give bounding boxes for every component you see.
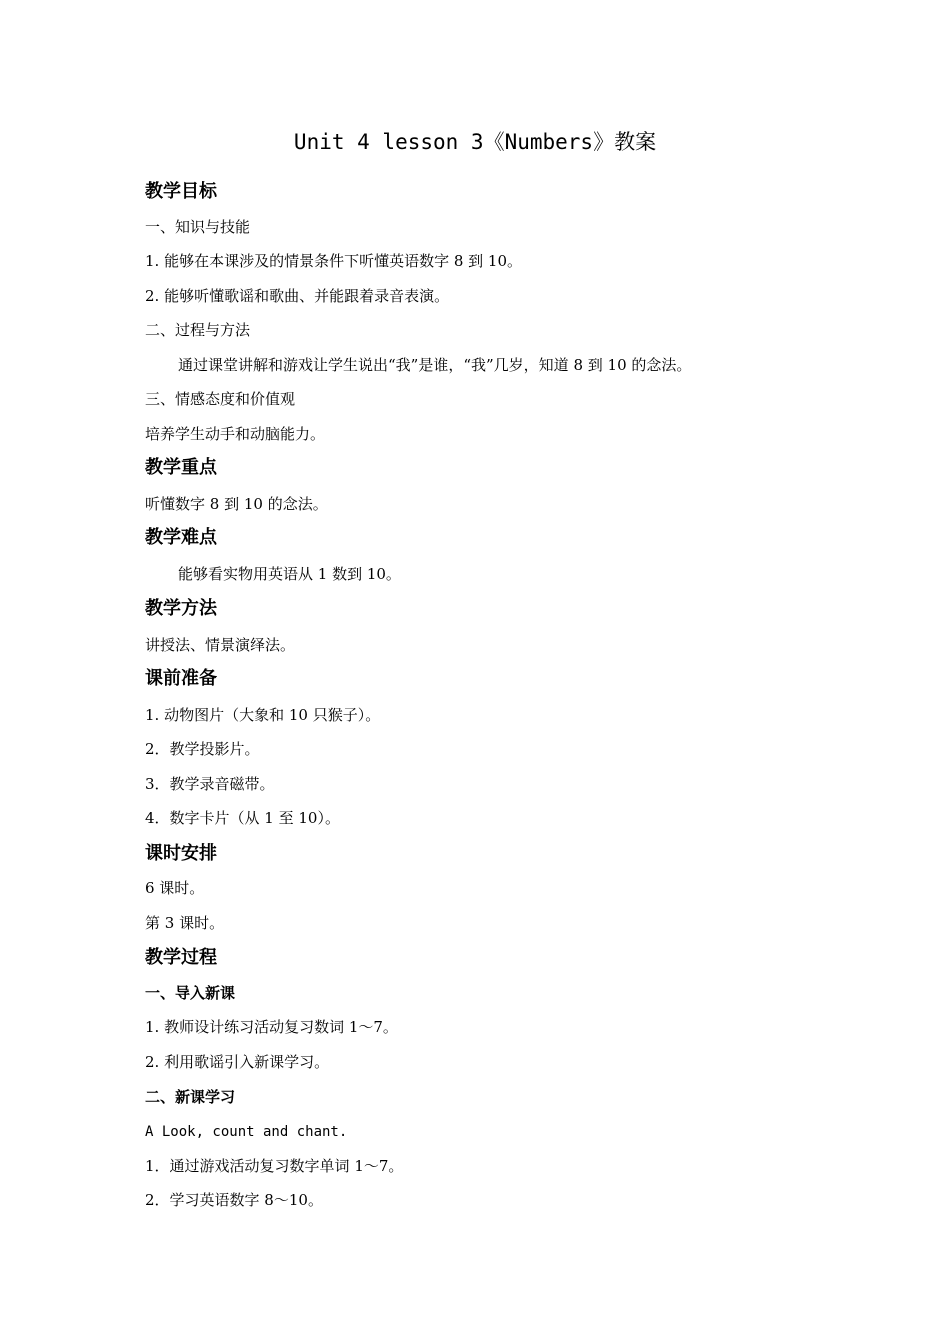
procedure-part-1: 一、导入新课 — [145, 984, 236, 1002]
preparation-item: 2．教学投影片。 — [145, 740, 260, 758]
subheading-process: 二、过程与方法 — [145, 321, 251, 339]
procedure-item: 2. 利用歌谣引入新课学习。 — [145, 1053, 330, 1071]
key-points-text: 听懂数字 8 到 10 的念法。 — [145, 495, 328, 513]
process-text: 通过课堂讲解和游戏让学生说出“我”是谁，“我”几岁，知道 8 到 10 的念法。 — [178, 356, 692, 374]
subheading-emotion: 三、情感态度和价值观 — [145, 390, 296, 408]
preparation-item: 3．教学录音磁带。 — [145, 775, 275, 793]
heading-preparation: 课前准备 — [145, 668, 217, 689]
knowledge-item-1: 1. 能够在本课涉及的情景条件下听懂英语数字 8 到 10。 — [145, 252, 523, 270]
methods-text: 讲授法、情景演绎法。 — [145, 636, 296, 654]
procedure-item: 1. 教师设计练习活动复习数词 1～7。 — [145, 1018, 398, 1036]
heading-objectives: 教学目标 — [145, 181, 217, 202]
heading-procedure: 教学过程 — [145, 947, 217, 968]
difficulties-text: 能够看实物用英语从 1 数到 10。 — [178, 565, 401, 583]
preparation-item: 4．数字卡片（从 1 至 10）。 — [145, 809, 340, 827]
schedule-current: 第 3 课时。 — [145, 914, 225, 932]
preparation-item: 1. 动物图片（大象和 10 只猴子）。 — [145, 706, 381, 724]
procedure-part-2: 二、新课学习 — [145, 1088, 236, 1106]
heading-key-points: 教学重点 — [145, 457, 217, 478]
procedure-item: 2．学习英语数字 8～10。 — [145, 1191, 323, 1209]
procedure-item: 1．通过游戏活动复习数字单词 1～7。 — [145, 1157, 404, 1175]
heading-schedule: 课时安排 — [145, 843, 217, 864]
heading-methods: 教学方法 — [145, 598, 217, 619]
knowledge-item-2: 2. 能够听懂歌谣和歌曲、并能跟着录音表演。 — [145, 287, 450, 305]
document-title: Unit 4 lesson 3《Numbers》教案 — [293, 130, 657, 154]
emotion-text: 培养学生动手和动脑能力。 — [145, 425, 326, 443]
schedule-total: 6 课时。 — [145, 879, 205, 897]
activity-a: A Look, count and chant. — [145, 1124, 348, 1140]
heading-difficulties: 教学难点 — [145, 527, 217, 548]
subheading-knowledge: 一、知识与技能 — [145, 218, 251, 236]
